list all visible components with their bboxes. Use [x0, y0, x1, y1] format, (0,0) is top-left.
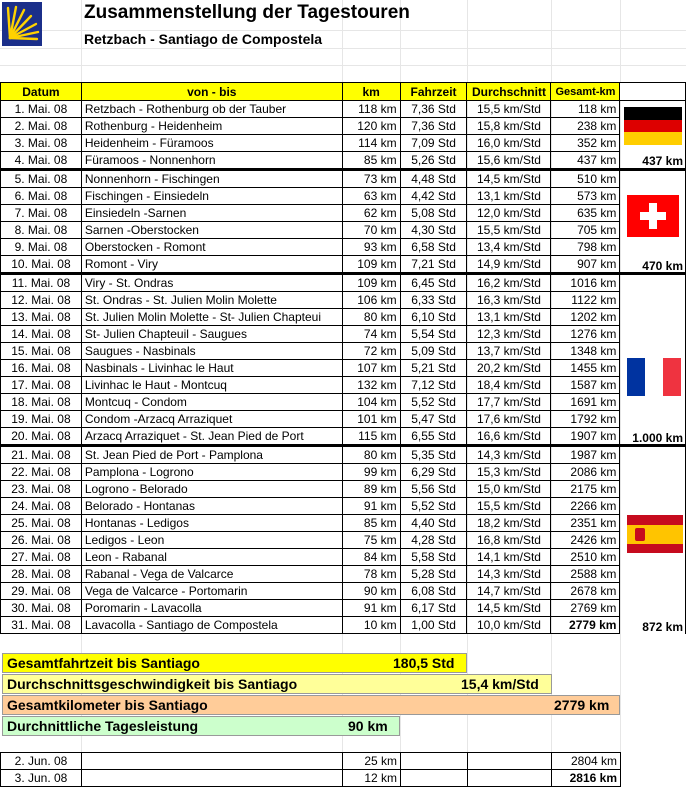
table-cell: 16,8 km/Std: [467, 532, 551, 549]
table-cell: 5,58 Std: [400, 549, 467, 566]
table-cell: 15,5 km/Std: [467, 101, 551, 118]
switzerland-flag: [627, 195, 679, 237]
table-cell: Condom -Arzacq Arraziquet: [81, 411, 342, 428]
table-cell: 15,8 km/Std: [467, 118, 551, 135]
spain-total: 872 km: [642, 620, 683, 634]
table-cell: 15,5 km/Std: [467, 498, 551, 515]
table-cell: 21. Mai. 08: [1, 446, 82, 464]
table-cell: 573 km: [551, 188, 620, 205]
table-row: [1, 481, 686, 498]
flag-cell: [620, 464, 686, 481]
flag-cell: [620, 292, 686, 309]
column-header: Fahrzeit: [400, 83, 467, 101]
table-cell: 1587 km: [551, 377, 620, 394]
table-cell: 23. Mai. 08: [1, 481, 82, 498]
flag-cell: [620, 170, 686, 188]
table-cell: 510 km: [551, 170, 620, 188]
extra-days-table: [0, 752, 621, 787]
table-cell: 27. Mai. 08: [1, 549, 82, 566]
table-cell: 6,55 Std: [400, 428, 467, 446]
table-cell: Livinhac le Haut - Montcuq: [81, 377, 342, 394]
table-cell: 15,5 km/Std: [467, 222, 551, 239]
table-cell: Sarnen -Oberstocken: [81, 222, 342, 239]
total-km-value: 2779 km: [554, 697, 610, 713]
table-cell: 5,54 Std: [400, 326, 467, 343]
table-cell: 7,21 Std: [400, 256, 467, 274]
table-cell: 14,5 km/Std: [467, 600, 551, 617]
table-cell: 107 km: [342, 360, 400, 377]
table-cell: 25. Mai. 08: [1, 515, 82, 532]
table-cell: 14. Mai. 08: [1, 326, 82, 343]
spain-flag: [627, 515, 683, 553]
table-row: [1, 753, 621, 770]
germany-flag: [624, 107, 682, 145]
table-cell: 13,1 km/Std: [467, 188, 551, 205]
table-row: [1, 205, 686, 222]
table-cell: 18,2 km/Std: [467, 515, 551, 532]
table-cell: 6,29 Std: [400, 464, 467, 481]
table-row: [1, 222, 686, 239]
table-cell: Fischingen - Einsiedeln: [81, 188, 342, 205]
table-cell: 10. Mai. 08: [1, 256, 82, 274]
table-cell: 104 km: [342, 394, 400, 411]
column-header: von - bis: [81, 83, 342, 101]
table-cell: Einsiedeln -Sarnen: [81, 205, 342, 222]
table-cell: 62 km: [342, 205, 400, 222]
table-cell: 7,36 Std: [400, 101, 467, 118]
table-cell: 6,33 Std: [400, 292, 467, 309]
table-row: [1, 583, 686, 600]
table-cell: 31. Mai. 08: [1, 617, 82, 634]
table-cell: Arzacq Arraziquet - St. Jean Pied de Port: [81, 428, 342, 446]
table-cell: 22. Mai. 08: [1, 464, 82, 481]
table-cell: 1122 km: [551, 292, 620, 309]
column-header: Datum: [1, 83, 82, 101]
table-cell: 20. Mai. 08: [1, 428, 82, 446]
table-cell: 2804 km: [552, 753, 621, 770]
table-cell: 2. Jun. 08: [1, 753, 82, 770]
table-cell: 85 km: [342, 152, 400, 170]
table-cell: 118 km: [342, 101, 400, 118]
flag-cell: [620, 274, 686, 292]
table-cell: 13,4 km/Std: [467, 239, 551, 256]
flag-cell: [620, 411, 686, 428]
table-row: [1, 292, 686, 309]
table-cell: 20,2 km/Std: [467, 360, 551, 377]
table-cell: 26. Mai. 08: [1, 532, 82, 549]
table-cell: 6,10 Std: [400, 309, 467, 326]
average-speed-value: 15,4 km/Std: [461, 676, 539, 692]
table-cell: [468, 753, 552, 770]
table-cell: 101 km: [342, 411, 400, 428]
table-cell: Viry - St. Ondras: [81, 274, 342, 292]
table-cell: 5,52 Std: [400, 394, 467, 411]
table-cell: 2588 km: [551, 566, 620, 583]
table-cell: 17. Mai. 08: [1, 377, 82, 394]
table-cell: 11. Mai. 08: [1, 274, 82, 292]
table-cell: St. Jean Pied de Port - Pamplona: [81, 446, 342, 464]
table-cell: 238 km: [551, 118, 620, 135]
table-cell: Logrono - Belorado: [81, 481, 342, 498]
table-cell: 1691 km: [551, 394, 620, 411]
table-cell: 70 km: [342, 222, 400, 239]
flag-cell: [620, 239, 686, 256]
table-cell: Rothenburg - Heidenheim: [81, 118, 342, 135]
total-time-bar: [2, 653, 467, 673]
table-cell: Pamplona - Logrono: [81, 464, 342, 481]
table-cell: [401, 753, 468, 770]
table-cell: 90 km: [342, 583, 400, 600]
table-cell: Füramoos - Nonnenhorn: [81, 152, 342, 170]
table-row: [1, 600, 686, 617]
total-time-label: Gesamtfahrtzeit bis Santiago: [7, 655, 200, 671]
table-cell: 80 km: [342, 309, 400, 326]
table-cell: 4. Mai. 08: [1, 152, 82, 170]
table-cell: 5,28 Std: [400, 566, 467, 583]
table-cell: Leon - Rabanal: [81, 549, 342, 566]
table-cell: 4,28 Std: [400, 532, 467, 549]
table-cell: 15,3 km/Std: [467, 464, 551, 481]
table-cell: 5,56 Std: [400, 481, 467, 498]
column-header: Gesamt-km: [551, 83, 620, 101]
table-cell: Rabanal - Vega de Valcarce: [81, 566, 342, 583]
table-cell: 5,09 Std: [400, 343, 467, 360]
table-cell: 13,7 km/Std: [467, 343, 551, 360]
table-cell: 798 km: [551, 239, 620, 256]
flag-cell: [620, 446, 686, 464]
table-cell: 78 km: [342, 566, 400, 583]
table-cell: 9. Mai. 08: [1, 239, 82, 256]
table-cell: 2426 km: [551, 532, 620, 549]
table-cell: 14,9 km/Std: [467, 256, 551, 274]
table-row: [1, 101, 686, 118]
table-cell: 74 km: [342, 326, 400, 343]
table-header-row: [1, 83, 686, 101]
column-header: Durchschnitt: [467, 83, 551, 101]
total-time-value: 180,5 Std: [393, 655, 455, 671]
table-cell: 6,17 Std: [400, 600, 467, 617]
gridline: [0, 65, 686, 66]
table-cell: 75 km: [342, 532, 400, 549]
table-cell: Vega de Valcarce - Portomarin: [81, 583, 342, 600]
table-cell: 1455 km: [551, 360, 620, 377]
table-cell: [82, 753, 343, 770]
table-cell: 16,0 km/Std: [467, 135, 551, 152]
table-row: [1, 309, 686, 326]
table-row: [1, 135, 686, 152]
table-cell: 16,2 km/Std: [467, 274, 551, 292]
table-cell: 1016 km: [551, 274, 620, 292]
table-row: [1, 360, 686, 377]
table-cell: Lavacolla - Santiago de Compostela: [81, 617, 342, 634]
table-row: [1, 446, 686, 464]
germany-total: 437 km: [642, 154, 683, 168]
table-cell: 6,58 Std: [400, 239, 467, 256]
table-row: [1, 428, 686, 446]
table-cell: 12. Mai. 08: [1, 292, 82, 309]
table-cell: 16. Mai. 08: [1, 360, 82, 377]
table-cell: 4,40 Std: [400, 515, 467, 532]
table-cell: Retzbach - Rothenburg ob der Tauber: [81, 101, 342, 118]
table-row: [1, 498, 686, 515]
table-cell: 18,4 km/Std: [467, 377, 551, 394]
table-cell: 5,52 Std: [400, 498, 467, 515]
table-cell: 1276 km: [551, 326, 620, 343]
table-cell: 132 km: [342, 377, 400, 394]
table-cell: 13. Mai. 08: [1, 309, 82, 326]
table-cell: 80 km: [342, 446, 400, 464]
table-row: [1, 515, 686, 532]
table-cell: 2678 km: [551, 583, 620, 600]
table-cell: 2175 km: [551, 481, 620, 498]
table-cell: 1792 km: [551, 411, 620, 428]
table-cell: 12,0 km/Std: [467, 205, 551, 222]
table-row: [1, 566, 686, 583]
table-cell: 1. Mai. 08: [1, 101, 82, 118]
table-cell: 6,45 Std: [400, 274, 467, 292]
table-row: [1, 770, 621, 787]
table-cell: 7,09 Std: [400, 135, 467, 152]
table-cell: Hontanas - Ledigos: [81, 515, 342, 532]
flag-cell: [620, 394, 686, 411]
table-cell: 5,21 Std: [400, 360, 467, 377]
table-cell: 12,3 km/Std: [467, 326, 551, 343]
table-cell: 2266 km: [551, 498, 620, 515]
table-cell: 3. Jun. 08: [1, 770, 82, 787]
table-cell: 907 km: [551, 256, 620, 274]
table-cell: 4,30 Std: [400, 222, 467, 239]
table-cell: 4,48 Std: [400, 170, 467, 188]
table-row: [1, 394, 686, 411]
table-cell: 352 km: [551, 135, 620, 152]
scallop-shell-logo: [2, 2, 42, 46]
table-cell: 7,12 Std: [400, 377, 467, 394]
table-cell: 1907 km: [551, 428, 620, 446]
table-row: [1, 617, 686, 634]
table-row: [1, 326, 686, 343]
table-cell: 120 km: [342, 118, 400, 135]
france-flag: [627, 358, 681, 396]
table-row: [1, 343, 686, 360]
table-cell: 18. Mai. 08: [1, 394, 82, 411]
table-cell: 114 km: [342, 135, 400, 152]
table-cell: 17,7 km/Std: [467, 394, 551, 411]
table-cell: 72 km: [342, 343, 400, 360]
table-row: [1, 188, 686, 205]
table-row: [1, 377, 686, 394]
average-speed-bar: [2, 674, 552, 694]
flag-cell: [620, 309, 686, 326]
table-cell: 2779 km: [551, 617, 620, 634]
table-cell: 12 km: [343, 770, 401, 787]
table-cell: 7,36 Std: [400, 118, 467, 135]
table-cell: 5,26 Std: [400, 152, 467, 170]
column-header: km: [342, 83, 400, 101]
table-cell: 25 km: [343, 753, 401, 770]
table-cell: 93 km: [342, 239, 400, 256]
table-row: [1, 549, 686, 566]
tour-table: [0, 82, 686, 634]
table-cell: 15. Mai. 08: [1, 343, 82, 360]
table-cell: 3. Mai. 08: [1, 135, 82, 152]
table-cell: 14,5 km/Std: [467, 170, 551, 188]
gridline: [0, 48, 686, 49]
table-cell: 29. Mai. 08: [1, 583, 82, 600]
table-cell: 63 km: [342, 188, 400, 205]
table-row: [1, 118, 686, 135]
table-row: [1, 170, 686, 188]
france-total: 1.000 km: [632, 431, 683, 445]
table-cell: [82, 770, 343, 787]
table-cell: Poromarin - Lavacolla: [81, 600, 342, 617]
table-cell: Nonnenhorn - Fischingen: [81, 170, 342, 188]
table-cell: 118 km: [551, 101, 620, 118]
table-cell: 10,0 km/Std: [467, 617, 551, 634]
table-row: [1, 239, 686, 256]
table-cell: 705 km: [551, 222, 620, 239]
table-cell: 5,08 Std: [400, 205, 467, 222]
table-cell: 30. Mai. 08: [1, 600, 82, 617]
flag-cell: [620, 566, 686, 583]
table-cell: 1202 km: [551, 309, 620, 326]
table-cell: Belorado - Hontanas: [81, 498, 342, 515]
table-cell: 8. Mai. 08: [1, 222, 82, 239]
table-cell: 89 km: [342, 481, 400, 498]
table-cell: 15,6 km/Std: [467, 152, 551, 170]
table-cell: 6. Mai. 08: [1, 188, 82, 205]
table-cell: 2. Mai. 08: [1, 118, 82, 135]
table-cell: 2769 km: [551, 600, 620, 617]
daily-average-value: 90 km: [348, 718, 388, 734]
table-cell: 14,1 km/Std: [467, 549, 551, 566]
table-cell: 14,3 km/Std: [467, 566, 551, 583]
table-row: [1, 464, 686, 481]
table-cell: [468, 770, 552, 787]
table-cell: 17,6 km/Std: [467, 411, 551, 428]
table-row: [1, 274, 686, 292]
table-cell: 84 km: [342, 549, 400, 566]
table-cell: Nasbinals - Livinhac le Haut: [81, 360, 342, 377]
table-cell: 16,3 km/Std: [467, 292, 551, 309]
table-cell: 85 km: [342, 515, 400, 532]
table-cell: 91 km: [342, 498, 400, 515]
table-cell: St- Julien Chapteuil - Saugues: [81, 326, 342, 343]
table-cell: Saugues - Nasbinals: [81, 343, 342, 360]
table-cell: 5,47 Std: [400, 411, 467, 428]
page-subtitle: Retzbach - Santiago de Compostela: [84, 31, 323, 47]
table-cell: Romont - Viry: [81, 256, 342, 274]
average-speed-label: Durchschnittsgeschwindigkeit bis Santiago: [7, 676, 298, 692]
table-row: [1, 532, 686, 549]
flag-cell: [620, 600, 686, 617]
column-header-empty: [620, 83, 686, 101]
flag-cell: [620, 326, 686, 343]
table-cell: 2086 km: [551, 464, 620, 481]
table-cell: Ledigos - Leon: [81, 532, 342, 549]
table-cell: 1,00 Std: [400, 617, 467, 634]
flag-cell: [620, 583, 686, 600]
page-title: Zusammenstellung der Tagestouren: [84, 2, 410, 23]
flag-cell: [620, 498, 686, 515]
table-cell: 99 km: [342, 464, 400, 481]
table-cell: 5. Mai. 08: [1, 170, 82, 188]
table-cell: Montcuq - Condom: [81, 394, 342, 411]
table-cell: 109 km: [342, 274, 400, 292]
table-cell: 1348 km: [551, 343, 620, 360]
table-row: [1, 152, 686, 170]
table-cell: Heidenheim - Füramoos: [81, 135, 342, 152]
table-cell: 1987 km: [551, 446, 620, 464]
switzerland-total: 470 km: [642, 259, 683, 273]
table-cell: 15,0 km/Std: [467, 481, 551, 498]
table-cell: 28. Mai. 08: [1, 566, 82, 583]
table-cell: 24. Mai. 08: [1, 498, 82, 515]
table-cell: 4,42 Std: [400, 188, 467, 205]
table-cell: 2351 km: [551, 515, 620, 532]
table-cell: 635 km: [551, 205, 620, 222]
total-km-label: Gesamtkilometer bis Santiago: [7, 697, 208, 713]
table-cell: 19. Mai. 08: [1, 411, 82, 428]
table-cell: 7. Mai. 08: [1, 205, 82, 222]
table-cell: 10 km: [342, 617, 400, 634]
total-km-bar: [2, 695, 620, 715]
table-cell: 5,35 Std: [400, 446, 467, 464]
table-cell: 14,3 km/Std: [467, 446, 551, 464]
table-row: [1, 411, 686, 428]
table-cell: 437 km: [551, 152, 620, 170]
table-cell: 2510 km: [551, 549, 620, 566]
daily-average-label: Durchnittliche Tagesleistung: [7, 718, 199, 734]
table-cell: 2816 km: [552, 770, 621, 787]
table-cell: Oberstocken - Romont: [81, 239, 342, 256]
table-row: [1, 256, 686, 274]
flag-cell: [620, 343, 686, 360]
table-cell: 91 km: [342, 600, 400, 617]
table-cell: 13,1 km/Std: [467, 309, 551, 326]
table-cell: St. Julien Molin Molette - St- Julien Chapteui: [81, 309, 342, 326]
table-cell: St. Ondras - St. Julien Molin Molette: [81, 292, 342, 309]
table-cell: 115 km: [342, 428, 400, 446]
table-cell: [401, 770, 468, 787]
table-cell: 73 km: [342, 170, 400, 188]
table-cell: 14,7 km/Std: [467, 583, 551, 600]
daily-average-bar: [2, 716, 400, 736]
table-cell: 6,08 Std: [400, 583, 467, 600]
table-cell: 16,6 km/Std: [467, 428, 551, 446]
flag-cell: [620, 481, 686, 498]
table-cell: 106 km: [342, 292, 400, 309]
table-cell: 109 km: [342, 256, 400, 274]
